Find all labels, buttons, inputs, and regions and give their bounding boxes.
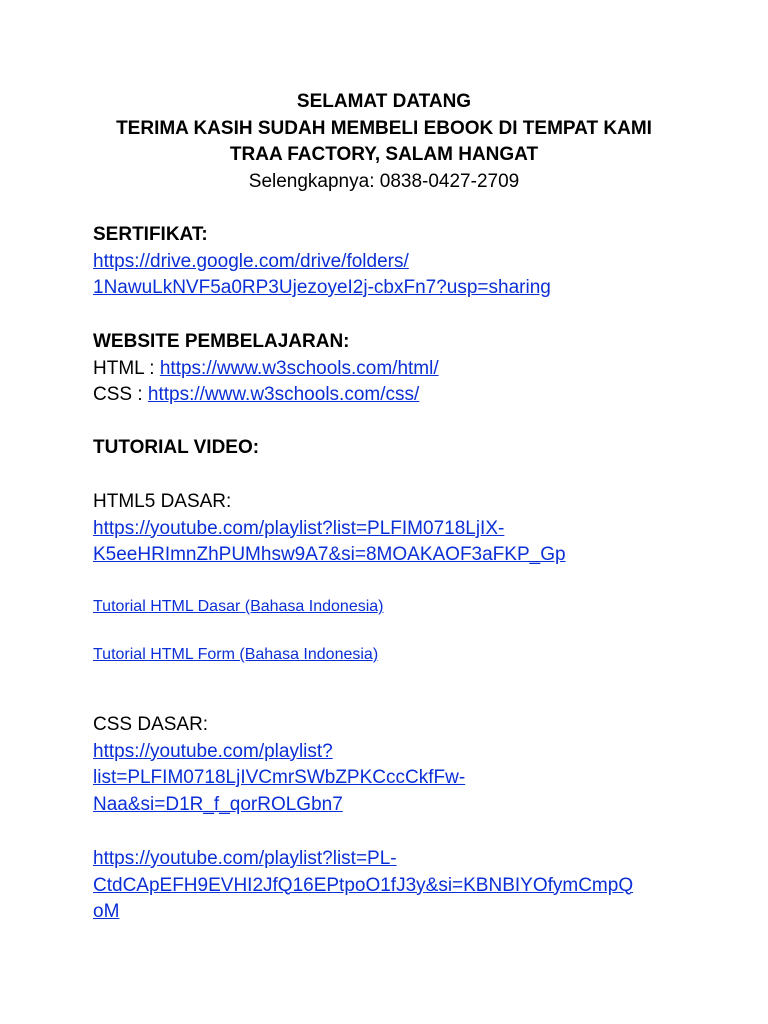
css-resource-label: CSS : bbox=[93, 384, 148, 405]
extra-link-line3: oM bbox=[93, 901, 120, 922]
html5-playlist-link[interactable] bbox=[93, 516, 693, 569]
html-resource-label: HTML : bbox=[93, 357, 160, 379]
css-label: CSS DASAR: bbox=[93, 714, 209, 735]
thanks-title: TERIMA KASIH SUDAH MEMBELI EBOOK DI TEMPAT KAMI bbox=[116, 117, 652, 139]
html-dasar-link[interactable]: Tutorial HTML Dasar (Bahasa Indonesia) bbox=[93, 598, 384, 615]
html-resource-line bbox=[93, 356, 693, 383]
sertifikat-heading: SERTIFIKAT: bbox=[93, 224, 208, 245]
extra-link-line1: https://youtube.com/playlist?list=PL- bbox=[93, 848, 397, 869]
sertifikat-link-line2: 1NawuLkNVF5a0RP3UjezoyeI2j-cbxFn7?usp=sharing bbox=[93, 277, 551, 298]
css-section bbox=[93, 712, 693, 818]
tutorial-heading: TUTORIAL VIDEO: bbox=[93, 437, 260, 458]
extra-playlist-link[interactable] bbox=[93, 846, 713, 926]
website-section bbox=[93, 329, 693, 409]
welcome-title: SELAMAT DATANG bbox=[296, 91, 472, 112]
website-heading: WEBSITE PEMBELAJARAN: bbox=[93, 331, 350, 352]
html5-label: HTML5 DASAR: bbox=[93, 491, 232, 512]
contact-line: Selengkapnya: 0838-0427-2709 bbox=[248, 170, 520, 192]
css-link-line1: https://youtube.com/playlist? bbox=[93, 740, 333, 762]
css-playlist-link[interactable] bbox=[93, 739, 693, 819]
factory-title: TRAA FACTORY, SALAM HANGAT bbox=[229, 144, 539, 165]
sertifikat-section bbox=[93, 222, 693, 302]
html5-link-line2: K5eeHRImnZhPUMhsw9A7&si=8MOAKAOF3aFKP_Gp bbox=[93, 544, 566, 565]
html5-link-line1: https://youtube.com/playlist?list=PLFIM0718LjIX- bbox=[93, 517, 505, 539]
extra-playlist-section bbox=[93, 846, 713, 926]
tutorial-heading-block bbox=[93, 435, 693, 462]
css-resource-line bbox=[93, 382, 693, 409]
html-resource-link[interactable]: https://www.w3schools.com/html/ bbox=[159, 357, 439, 379]
css-link-line2: list=PLFIM0718LjIVCmrSWbZPKCccCkfFw- bbox=[93, 767, 466, 788]
document-header bbox=[0, 89, 768, 195]
sertifikat-link-line1: https://drive.google.com/drive/folders/ bbox=[93, 250, 409, 272]
html5-section bbox=[93, 489, 693, 569]
html-form-link[interactable]: Tutorial HTML Form (Bahasa Indonesia) bbox=[93, 646, 379, 663]
css-resource-link[interactable]: https://www.w3schools.com/css/ bbox=[147, 384, 420, 405]
css-link-line3: Naa&si=D1R_f_qorROLGbn7 bbox=[93, 793, 343, 815]
extra-link-line2: CtdCApEFH9EVHI2JfQ16EPtpoO1fJ3y&si=KBNBIYOfymCmpQ bbox=[93, 874, 634, 896]
sertifikat-link[interactable] bbox=[93, 249, 693, 302]
